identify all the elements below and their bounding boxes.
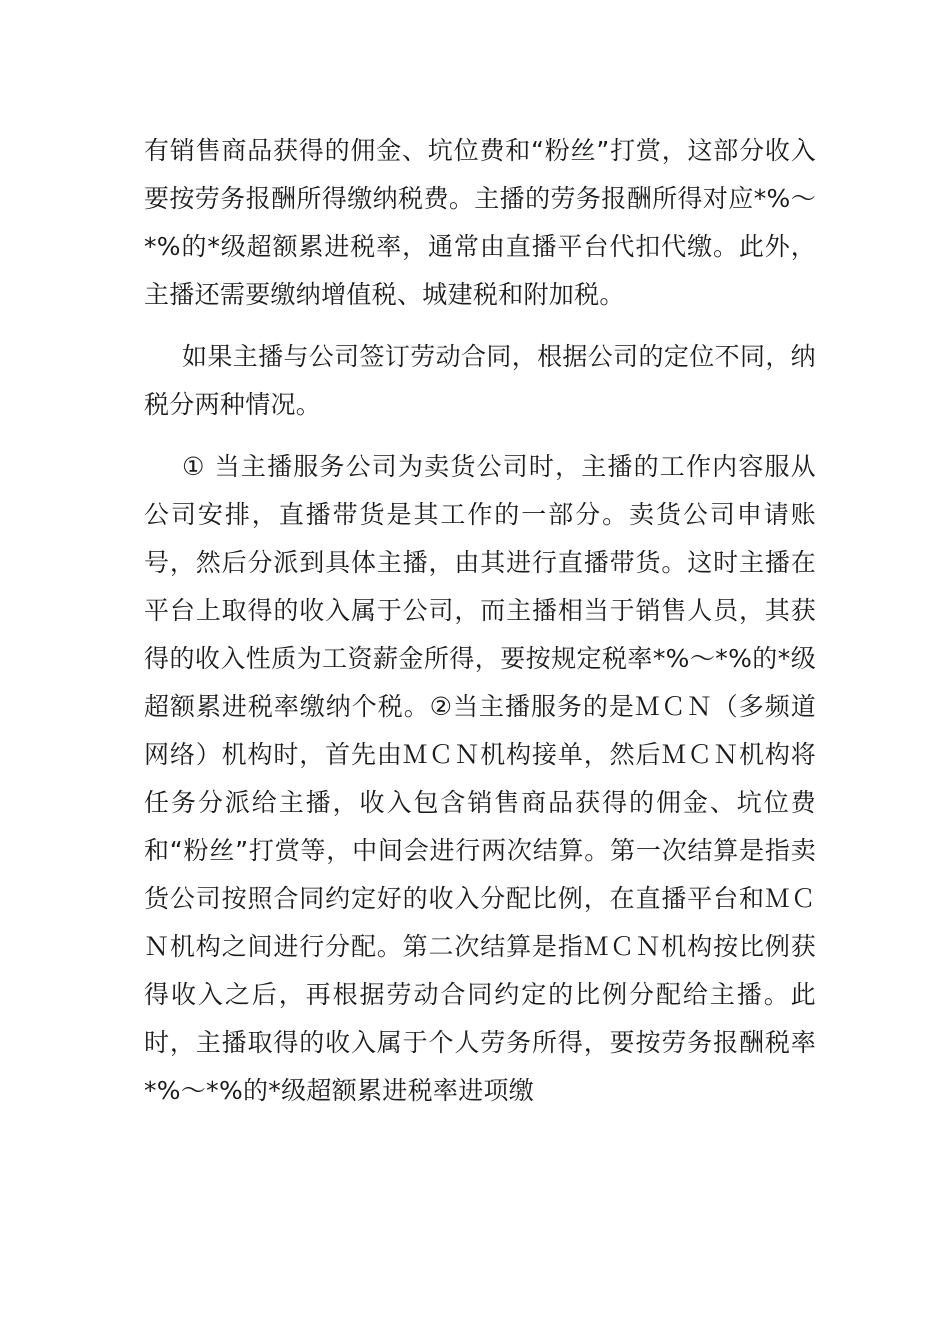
paragraph-income-types: 有销售商品获得的佣金、坑位费和“粉丝”打赏，这部分收入要按劳务报酬所得缴纳税费。主播的劳务报酬所得对应*%～*%的*级超额累进税率，通常由直播平台代扣代缴。此外，主播还需要缴纳增值税、城建税和附加税。 xyxy=(144,136,816,309)
paragraph-labor-contract: 如果主播与公司签订劳动合同，根据公司的定位不同，纳税分两种情况。 xyxy=(144,342,816,419)
paragraph-two-cases: ① 当主播服务公司为卖货公司时，主播的工作内容服从公司安排，直播带货是其工作的一部分。卖货公司申请账号，然后分派到具体主播，由其进行直播带货。这时主播在平台上取得的收入属于公司，而主播相当于销售人员，其获得的收入性质为工资薪金所得，要按规定税率*%～*%的*级超额累进税率缴纳个税。②当主播服务的是ＭＣＮ（多频道网络）机构时，首先由ＭＣＮ机构接单，然后ＭＣＮ机构将任务分派给主播，收入包含销售商品获得的佣金、坑位费和“粉丝”打赏等，中间会进行两次结算。第一次结算是指卖货公司按照合同约定好的收入分配比例，在直播平台和ＭＣＮ机构之间进行分配。第二次结算是指ＭＣＮ机构按比例获得收入之后，再根据劳动合同约定的比例分配给主播。此时，主播取得的收入属于个人劳务所得，要按劳务报酬税率*%～*%的*级超额累进税率进项缴 xyxy=(144,452,816,1105)
document-page xyxy=(144,127,816,1115)
